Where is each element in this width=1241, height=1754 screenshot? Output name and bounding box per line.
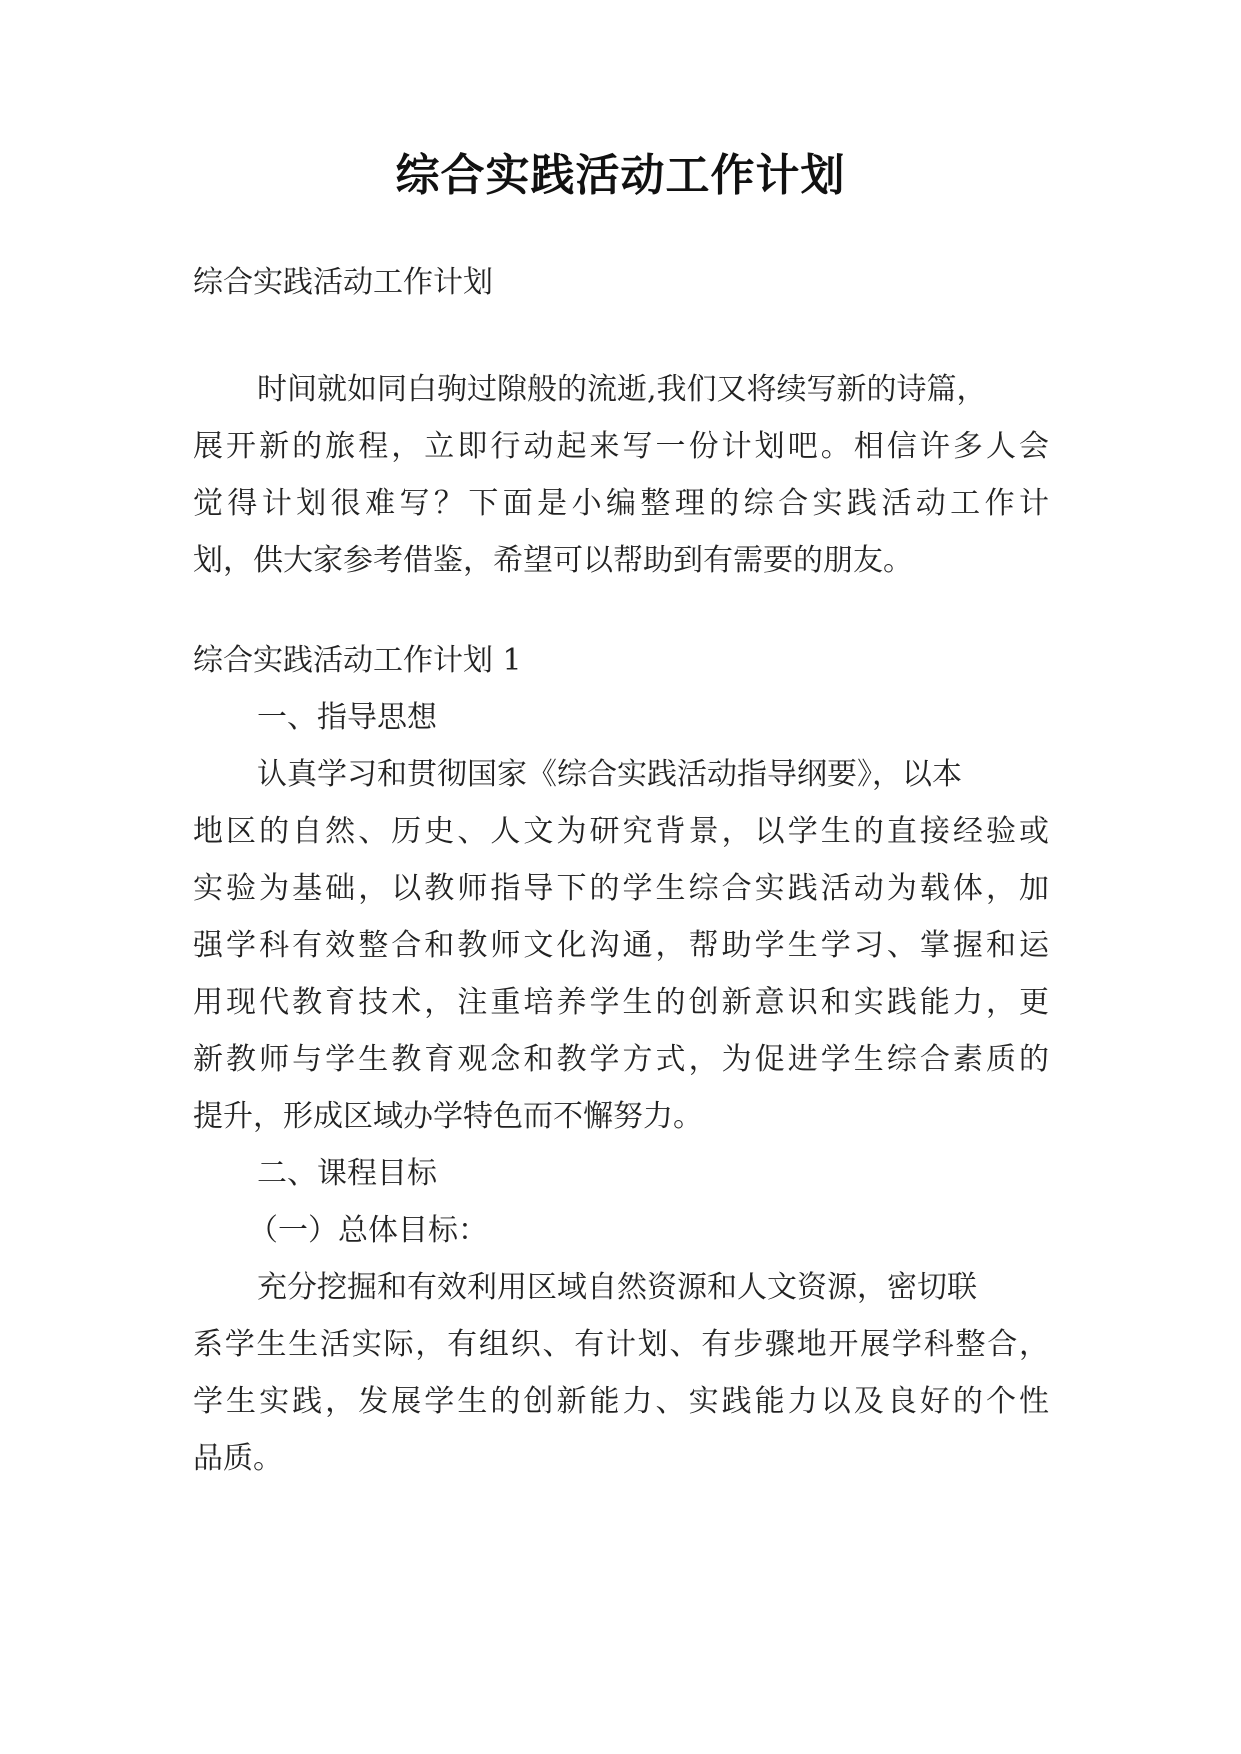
intro-line: 觉得计划很难写？下面是小编整理的综合实践活动工作计 (193, 486, 1049, 521)
guiding-line: 实验为基础，以教师指导下的学生综合实践活动为载体，加 (193, 871, 1049, 906)
intro-line: 划，供大家参考借鉴，希望可以帮助到有需要的朋友。 (193, 543, 913, 578)
guiding-line: 提升，形成区域办学特色而不懈努力。 (193, 1099, 703, 1134)
heading-guiding-thought: 一、指导思想 (257, 700, 437, 735)
heading-course-goals: 二、课程目标 (257, 1156, 437, 1191)
heading-overall-goals: （一）总体目标： (248, 1213, 488, 1248)
guiding-line: 强学科有效整合和教师文化沟通，帮助学生学习、掌握和运 (193, 928, 1049, 963)
guiding-line: 新教师与学生教育观念和教学方式，为促进学生综合素质的 (193, 1042, 1049, 1077)
overall-line: 充分挖掘和有效利用区域自然资源和人文资源，密切联 (257, 1270, 977, 1305)
overall-line: 品质。 (193, 1441, 283, 1476)
guiding-line: 地区的自然、历史、人文为研究背景，以学生的直接经验或 (193, 814, 1049, 849)
intro-line: 展开新的旅程，立即行动起来写一份计划吧。相信许多人会 (193, 429, 1049, 464)
document-subtitle: 综合实践活动工作计划 (193, 265, 493, 300)
guiding-line: 认真学习和贯彻国家《综合实践活动指导纲要》，以本 (257, 757, 962, 792)
overall-line: 学生实践，发展学生的创新能力、实践能力以及良好的个性 (193, 1384, 1049, 1419)
intro-line: 时间就如同白驹过隙般的流逝,我们又将续写新的诗篇， (257, 372, 987, 407)
document-title: 综合实践活动工作计划 (395, 150, 846, 201)
guiding-line: 用现代教育技术，注重培养学生的创新意识和实践能力，更 (193, 985, 1049, 1020)
overall-line: 系学生生活实际，有组织、有计划、有步骤地开展学科整合， (193, 1327, 1049, 1362)
section-title: 综合实践活动工作计划 1 (193, 643, 522, 678)
